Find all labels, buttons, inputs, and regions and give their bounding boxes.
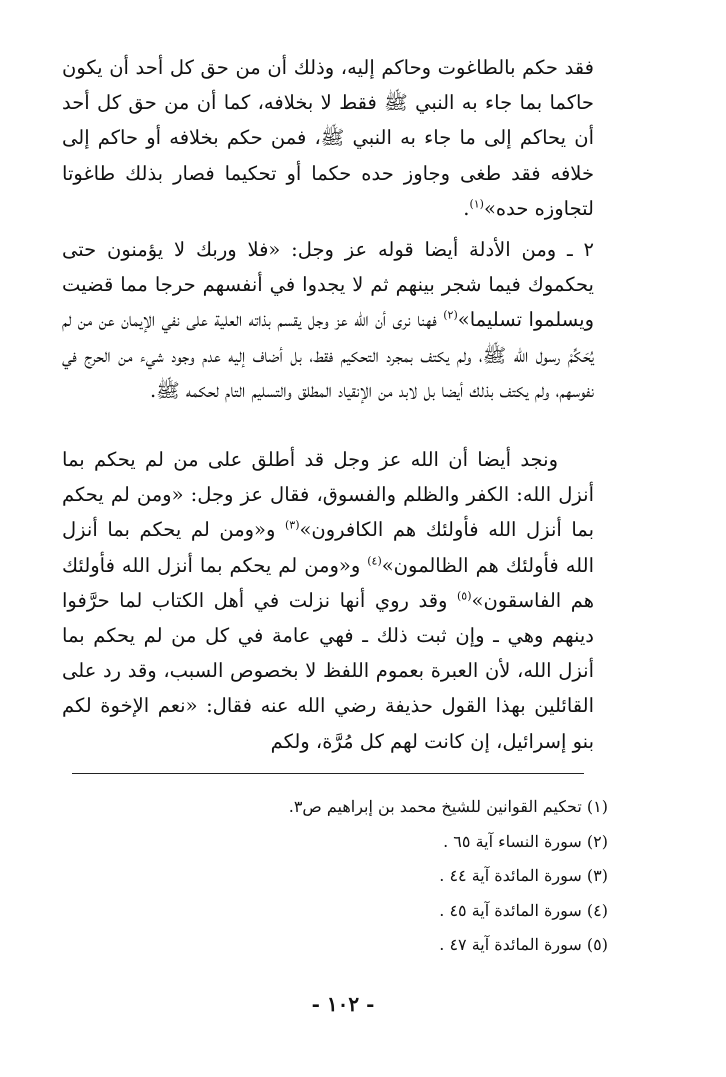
page-number: - ١٠٢ - (311, 992, 375, 1016)
footnotes-list (148, 790, 608, 963)
footnote-ref-1: (١) (469, 197, 484, 211)
footnote-ref-4: (٤) (367, 554, 382, 568)
paragraph-3-segment-2: و«ومن لم يحكم بما أنزل الله فأولئك هم الظالمون» (62, 518, 594, 577)
footnote-ref-3: (٣) (284, 518, 300, 532)
paragraph-3-segment-4: وقد روي أنها نزلت في أهل الكتاب لما حرَّفوا دينهم وهي ـ وإن ثبت ذلك ـ فهي عامة في كل من لم يحكم بما أنزل الله، لأن العبرة بعموم اللفظ لا بخصوص السبب، وقد رد على القائلين بهذا القول حذيفة رضي الله عنه فقال: «نعم الإخوة لكم بنو إسرائيل، إن كانت لهم كل مُرَّة، ولكم (62, 588, 594, 753)
paragraph-1-tail: . (463, 196, 470, 220)
footnote-ref-2: (٢) (443, 308, 458, 322)
footnote-ref-5: (٥) (457, 589, 472, 603)
footnote-item: (٢) سورة النساء آية ٦٥ . (443, 831, 608, 851)
paragraph-3-segment-3: و«ومن لم يحكم بما أنزل الله فأولئك هم الفاسقون» (62, 553, 594, 612)
footnote-item: (٣) سورة المائدة آية ٤٤ . (439, 866, 608, 885)
paragraph-1-text: فقد حكم بالطاغوت وحاكم إليه، وذلك أن من حق كل أحد أن يكون حاكما بما جاء به النبي ﷺ فقط لا بخلافه، كما أن من حق كل أحد أن يحاكم إلى ما جاء به النبي ﷺ، فمن حكم بخلافه أو حاكم إلى خلافه فقد طغى وجاوز حده حكما أو تحكيما فصار بذلك طاغوتا لتجاوزه حده» (62, 56, 594, 220)
paragraph-2-tail: فهنا نرى أن الله عز وجل يقسم بذاته العلية على نفي الإيمان عن من لم يُحَكِّمْ رسول الله ﷺ، ولم يكتف بمجرد التحكيم فقط، بل أضاف إليه عدم وجود شيء من الحرج في نفوسهم، ولم يكتف بذلك أيضا بل لابد من الإنقياد المطلق والتسليم التام لحكمه ﷺ. (62, 308, 594, 402)
paragraph-1 (62, 50, 594, 226)
footnote-divider (72, 773, 584, 774)
footnote-item: (١) تحكيم القوانين للشيخ محمد بن إبراهيم ص٣. (288, 797, 608, 816)
paragraph-3 (62, 442, 594, 759)
paragraph-2 (62, 232, 594, 408)
footnote-item: (٥) سورة المائدة آية ٤٧ . (439, 935, 608, 954)
paragraph-3-segment-1: ونجد أيضا أن الله عز وجل قد أطلق على من لم يحكم بما أنزل الله: الكفر والظلم والفسوق، فقال عز وجل: «ومن لم يحكم بما أنزل الله فأولئك هم الكافرون» (62, 448, 594, 542)
paragraph-2-text: ٢ ـ ومن الأدلة أيضا قوله عز وجل: «فلا وربك لا يؤمنون حتى يحكموك فيما شجر بينهم ثم لا يجدوا في أنفسهم حرجا مما قضيت ويسلموا تسليما» (62, 238, 594, 332)
page-body (62, 50, 594, 759)
footnote-item: (٤) سورة المائدة آية ٤٥ . (439, 900, 608, 920)
